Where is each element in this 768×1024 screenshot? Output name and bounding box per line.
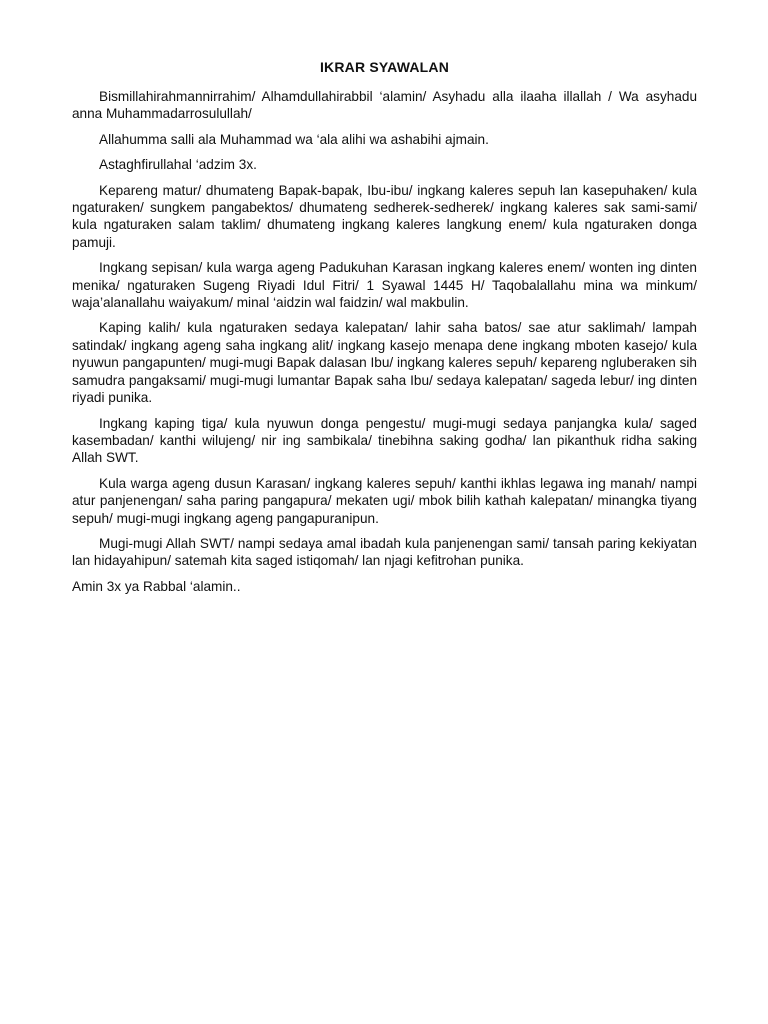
paragraph-second-point: Kaping kalih/ kula ngaturaken sedaya kalepatan/ lahir saha batos/ sae atur saklimah/ lampah satindak/ ingkang ageng saha ingkang alit/ ingkang kasejo menapa dene ingkang mboten kasejo/ kula nyuwun pangapunten/ mugi-mugi Bapak dalasan Ibu/ ingkang kaleres sepuh/ kepareng ngluberaken sih samudra pangaksami/ mugi-mugi lumantar Bapak saha Ibu/ sedaya kalepatan/ sageda lebur/ ing dinten riyadi punika. [72,320,697,406]
paragraph-greeting: Kepareng matur/ dhumateng Bapak-bapak, Ibu-ibu/ ingkang kaleres sepuh lan kasepuhaken/ kula ngaturaken/ sungkem pangabektos/ dhumateng sedherek-sedherek/ ingkang kaleres sak sami-sami/ kula ngaturaken salam taklim/ dhumateng ingkang kaleres langkung enem/ kula ngaturaken donga pamuji. [72,182,697,250]
document-page [72,58,697,603]
paragraph-elders-response: Kula warga ageng dusun Karasan/ ingkang kaleres sepuh/ kanthi ikhlas legawa ing manah/ nampi atur panjenengan/ saha paring pangapura/ mekaten ugi/ mbok bilih kathah kalepatan/ minangka tiyang sepuh/ mugi-mugi ingkang ageng pangapuranipun. [72,475,697,526]
paragraph-opening: Bismillahirahmannirrahim/ Alhamdullahirabbil ‘alamin/ Asyhadu alla ilaaha illallah / Wa asyhadu anna Muhammadarrosulullah/ [72,89,697,122]
paragraph-third-point: Ingkang kaping tiga/ kula nyuwun donga pengestu/ mugi-mugi sedaya panjangka kula/ saged kasembadan/ kanthi wilujeng/ nir ing sambikala/ tinebihna saking godha/ lan pikanthuk ridha saking Allah SWT. [72,415,697,466]
paragraph-first-point: Ingkang sepisan/ kula warga ageng Padukuhan Karasan ingkang kaleres enem/ wonten ing dinten menika/ ngaturaken Sugeng Riyadi Idul Fitri/ 1 Syawal 1445 H/ Taqobalallahu mina wa minkum/ waja’alanallahu waiyakum/ minal ‘aidzin wal faidzin/ wal makbulin. [72,260,697,311]
paragraph-closing: Amin 3x ya Rabbal ‘alamin.. [72,578,241,594]
paragraph-istighfar: Astaghfirullahal ‘adzim 3x. [99,157,257,173]
paragraph-shalawat: Allahumma salli ala Muhammad wa ‘ala alihi wa ashabihi ajmain. [99,131,489,147]
document-title: IKRAR SYAWALAN [319,59,450,75]
paragraph-prayer: Mugi-mugi Allah SWT/ nampi sedaya amal ibadah kula panjenengan sami/ tansah paring kekiyatan lan hidayahipun/ satemah kita saged istiqomah/ lan njagi kefitrohan punika. [72,535,697,569]
